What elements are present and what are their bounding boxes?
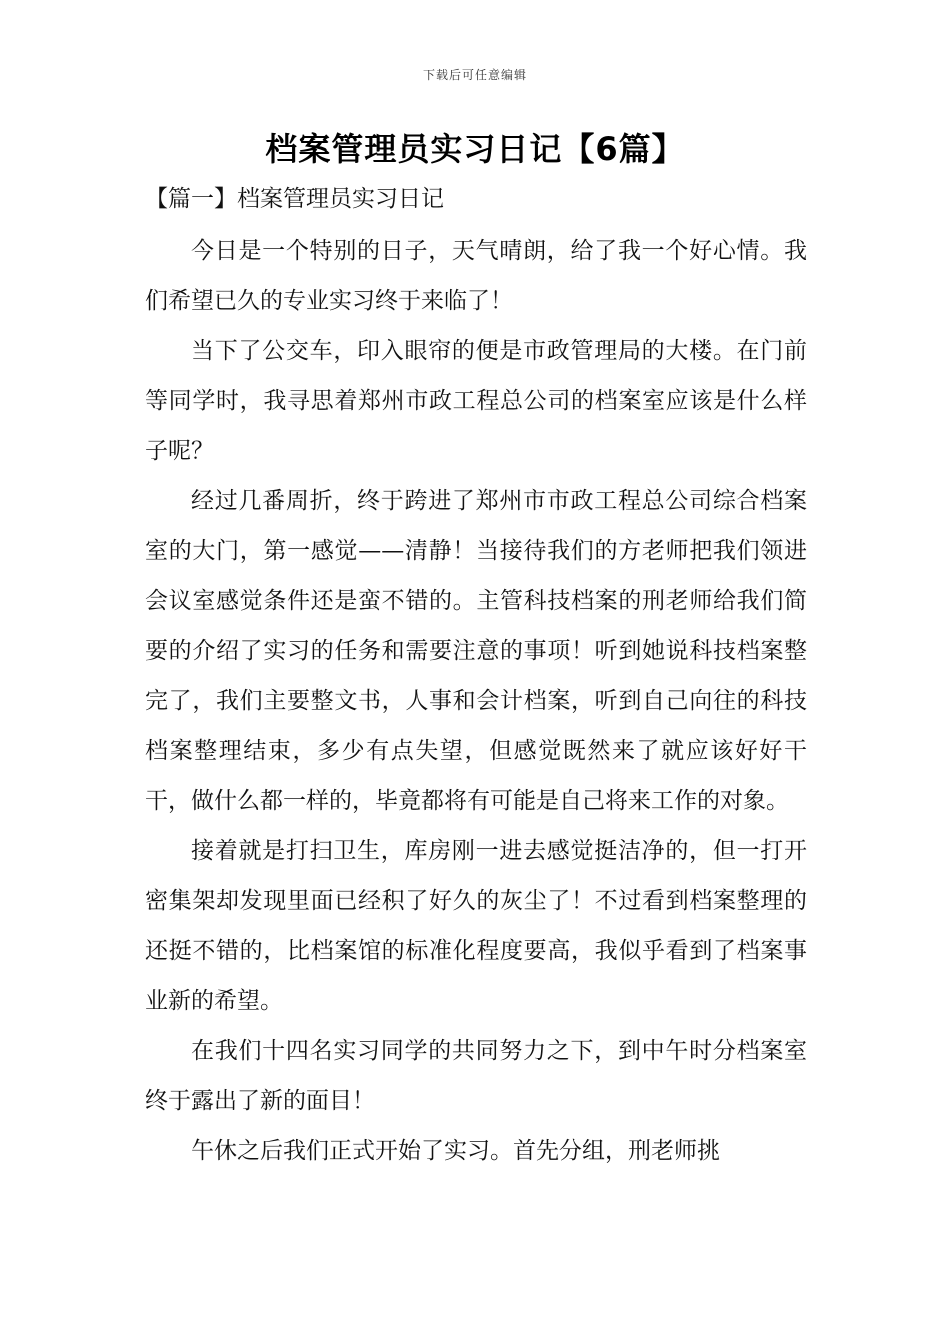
paragraph: 经过几番周折，终于跨进了郑州市市政工程总公司综合档案室的大门，第一感觉——清静！当接待我们的方老师把我们领进会议室感觉条件还是蛮不错的。主管科技档案的刑老师给我们简要的介绍了实习的任务和需要注意的事项！听到她说科技档案整完了，我们主要整文书，人事和会计档案，听到自己向往的科技档案整理结束，多少有点失望，但感觉既然来了就应该好好干干，做什么都一样的，毕竟都将有可能是自己将来工作的对象。 [145, 488, 807, 814]
paragraph: 在我们十四名实习同学的共同努力之下，到中午时分档案室终于露出了新的面目！ [145, 1038, 807, 1114]
paragraph: 当下了公交车，印入眼帘的便是市政管理局的大楼。在门前等同学时，我寻思着郑州市政工程总公司的档案室应该是什么样子呢？ [145, 338, 807, 464]
header-note: 下载后可任意编辑 [422, 68, 527, 82]
section-heading: 【篇一】档案管理员实习日记 [145, 186, 444, 212]
paragraph: 今日是一个特别的日子，天气晴朗，给了我一个好心情。我们希望已久的专业实习终于来临了！ [145, 238, 807, 314]
paragraph: 接着就是打扫卫生，库房刚一进去感觉挺洁净的，但一打开密集架却发现里面已经积了好久的灰尘了！不过看到档案整理的还挺不错的，比档案馆的标准化程度要高，我似乎看到了档案事业新的希望。 [145, 838, 807, 1014]
document-title: 档案管理员实习日记【6篇】 [265, 130, 685, 168]
body-text [145, 226, 807, 1176]
paragraph: 午休之后我们正式开始了实习。首先分组，刑老师挑 [191, 1138, 720, 1164]
